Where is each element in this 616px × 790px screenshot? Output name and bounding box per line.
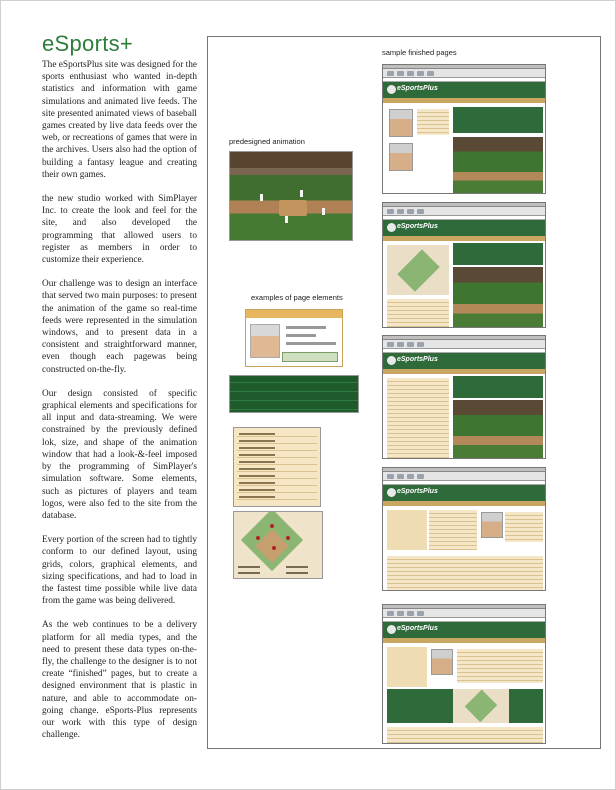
player-figure xyxy=(322,208,325,215)
scoreboard-row xyxy=(230,391,358,400)
player-card-element xyxy=(245,309,343,367)
list-item xyxy=(237,481,317,486)
paragraph: the new studio worked with SimPlayer Inc. to create the look and feel for the site, and also developed the programming that allowed users to register as members in order to customize their experience. xyxy=(42,194,197,266)
card-stats-bar xyxy=(282,352,338,362)
player-marker xyxy=(270,524,274,528)
list-item xyxy=(237,453,317,458)
legend-line xyxy=(238,572,260,574)
player-marker xyxy=(286,536,290,540)
player-figure xyxy=(285,216,288,223)
site-logo: eSportsPlus xyxy=(397,488,438,495)
player-photo xyxy=(250,324,280,358)
logo-ball-icon xyxy=(387,85,396,94)
sample-page-2 xyxy=(382,202,546,328)
text-line xyxy=(286,334,316,337)
caption-page-elements: examples of page elements xyxy=(251,293,343,302)
animation-screenshot xyxy=(229,151,353,241)
legend-line xyxy=(238,566,260,568)
scoreboard-row xyxy=(230,382,358,391)
card-header xyxy=(246,310,342,318)
caption-finished-pages: sample finished pages xyxy=(382,48,457,57)
scoreboard-row xyxy=(230,409,358,413)
caption-animation: predesigned animation xyxy=(229,137,305,146)
site-logo: eSportsPlus xyxy=(397,625,438,632)
player-marker xyxy=(256,536,260,540)
page-title: eSports+ xyxy=(42,31,134,56)
list-item xyxy=(237,460,317,465)
field-diagram-element xyxy=(233,511,323,579)
player-marker xyxy=(272,546,276,550)
player-figure xyxy=(260,194,263,201)
sample-page-4 xyxy=(382,467,546,591)
body-text xyxy=(42,59,197,753)
sample-page-3 xyxy=(382,335,546,459)
legend-line xyxy=(286,566,308,568)
list-item xyxy=(237,495,317,500)
paragraph: As the web continues to be a delivery platform for all media types, and the need to present these data types on-the-fly, the challenge to the designer is to not create “finished” pages, but to create a designed environment that is plastic in nature, and able to accommodate on-going change. eSports-Plus represents our work with this type of design challenge. xyxy=(42,620,197,741)
paragraph: Every portion of the screen had to tightly conform to our defined layout, using grids, colors, graphical elements, and sizing specifications, and had to load in the fastest time possible while live data from the game was being delivered. xyxy=(42,535,197,607)
list-item xyxy=(237,432,317,437)
sample-page-5 xyxy=(382,604,546,744)
legend-line xyxy=(286,572,308,574)
browser-toolbar xyxy=(383,69,545,78)
infield-shape xyxy=(279,200,307,216)
list-item xyxy=(237,446,317,451)
scoreboard-element xyxy=(229,375,359,413)
list-item xyxy=(237,439,317,444)
paragraph: Our design consisted of specific graphical elements and specifications for all input and data-streaming. We were constrained by the previously defined lok, size, and shape of the animation window that had a look-&-feel imposed by the programming of SimPlayer's simulation software. Some elements, such as pictures of players and team logos, were also fed to the site from the database. xyxy=(42,388,197,521)
sample-page-1 xyxy=(382,64,546,194)
list-item xyxy=(237,467,317,472)
site-logo: eSportsPlus xyxy=(397,223,438,230)
stats-list-element xyxy=(233,427,321,507)
text-line xyxy=(286,326,326,329)
site-header xyxy=(383,82,545,98)
text-line xyxy=(286,342,336,345)
list-item xyxy=(237,488,317,493)
site-logo: eSportsPlus xyxy=(397,85,438,92)
paragraph: The eSportsPlus site was designed for the sports enthusiast who wanted in-depth statistics and information with game simulations and animated live feeds. The site presented animated views of baseball games created by live data feeds over the web, or recreations of games that were in the archives. Users also had the option of building a fantasy league and creating their own games. xyxy=(42,60,197,180)
player-figure xyxy=(300,190,303,197)
paragraph: Our challenge was to design an interface that served two main purposes: to present the animation of the game so real-time feeds were represented in the simulation windows, and to present data in a consistent and straightforward manner, even though each pagewas being constructed on-the-fly. xyxy=(42,279,197,375)
list-item xyxy=(237,474,317,479)
scoreboard-row xyxy=(230,400,358,409)
site-logo: eSportsPlus xyxy=(397,356,438,363)
